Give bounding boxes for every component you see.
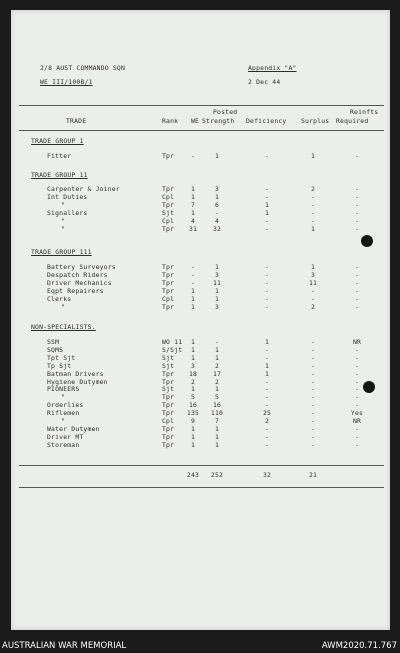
cell-reinf: - [354,192,360,201]
cell-rank: Tpr [162,424,175,433]
cell-reinf: - [354,440,360,449]
trade-name: Driver MT [47,432,84,441]
cell-we: 18 [188,369,198,378]
header-top-rule [19,105,384,106]
cell-we: 16 [188,401,198,410]
column-reinfts-bottom: Required [336,117,369,125]
cell-reinf: - [354,286,360,295]
cell-reinf: - [354,294,360,303]
cell-reinf: - [354,200,360,209]
cell-rank: Sjt [162,361,175,370]
cell-reinf: - [354,345,360,354]
cell-rank: Tpr [162,185,175,193]
cell-def: - [264,424,270,433]
cell-def: - [264,294,270,303]
group-heading: TRADE GROUP 111 [31,248,92,256]
cell-surplus: - [310,393,316,402]
footer-accession: AWM2020.71.767 [321,641,397,651]
total-surplus: 21 [308,471,318,479]
column-rank: Rank [162,117,179,125]
cell-def: - [264,345,270,354]
cell-we: 1 [190,353,196,362]
cell-surplus: - [310,377,316,386]
trade-name: Signallers [47,208,88,217]
cell-posted: - [214,338,220,346]
cell-rank: WO 11 [162,338,183,346]
trade-name: " [61,302,66,311]
cell-surplus: - [310,208,316,217]
cell-rank: Sjt [162,385,175,394]
cell-rank: Cpl [162,216,175,225]
trade-name: Storeman [47,440,80,449]
cell-posted: 1 [214,432,220,441]
total-deficiency: 32 [262,471,272,479]
footer-institution: AUSTRALIAN WAR MEMORIAL [2,641,127,651]
cell-posted: 3 [214,302,220,311]
cell-reinf: - [354,224,360,233]
cell-rank: Tpr [162,377,175,386]
group-heading: TRADE GROUP 11 [31,171,88,179]
cell-reinf: NR [352,417,362,425]
cell-rank: Tpr [162,432,175,441]
cell-rank: Tpr [162,200,175,209]
cell-def: - [264,185,270,193]
column-deficiency: Deficiency [246,117,287,125]
cell-surplus: - [310,385,316,394]
cell-surplus: - [310,216,316,225]
cell-rank: Tpr [162,369,175,378]
cell-reinf: - [354,278,360,287]
cell-surplus: 1 [310,224,316,233]
cell-posted: 6 [214,200,220,209]
trade-name: " [61,224,66,233]
cell-surplus: 2 [310,302,316,311]
cell-def: - [264,302,270,311]
total-posted: 252 [210,471,224,479]
cell-reinf: - [354,216,360,225]
cell-surplus: 2 [310,185,316,193]
cell-surplus: - [310,432,316,441]
cell-def: - [264,270,270,279]
cell-posted: 32 [212,224,222,233]
cell-surplus: - [310,286,316,295]
cell-we: 31 [188,224,198,233]
cell-we: 1 [190,294,196,303]
appendix-label: Appendix "A" [248,64,297,72]
cell-we: 4 [190,216,196,225]
cell-reinf: - [354,369,360,378]
cell-posted: 3 [214,185,220,193]
cell-def: - [264,393,270,402]
cell-def: 2 [264,417,270,425]
cell-posted: 11 [212,278,222,287]
cell-surplus: - [310,361,316,370]
cell-surplus: - [310,192,316,201]
cell-def: 1 [264,369,270,378]
cell-rank: Sjt [162,208,175,217]
cell-we: 1 [190,424,196,433]
cell-def: - [264,152,270,160]
cell-posted: 16 [212,401,222,410]
trade-name: Driver Mechanics [47,278,112,287]
trade-name: Despatch Riders [47,270,108,279]
cell-reinf: Yes [350,409,364,418]
cell-we: 1 [190,345,196,354]
trade-name: " [61,393,66,402]
cell-posted: 1 [214,345,220,354]
cell-we: 5 [190,393,196,402]
column-posted-top: Posted [213,108,238,116]
cell-we: 3 [190,361,196,370]
cell-rank: Cpl [162,417,175,425]
group-heading: TRADE GROUP 1 [31,137,84,145]
column-we: WE [191,117,200,125]
cell-posted: 1 [214,424,220,433]
reference-number: WE III/100B/1 [40,78,93,86]
trade-name: Orderlies [47,401,84,410]
cell-reinf: - [354,361,360,370]
cell-rank: Cpl [162,192,175,201]
trade-name: Tpt Sjt [47,353,76,362]
cell-surplus: - [310,353,316,362]
cell-posted: 1 [214,440,220,449]
cell-rank: Tpr [162,401,175,410]
punch-hole-lower [363,381,375,393]
cell-def: - [264,278,270,287]
column-trade: TRADE [66,117,87,125]
trade-name: SSM [47,338,60,346]
cell-we: 1 [190,185,196,193]
trade-name: Clerks [47,294,72,303]
cell-def: - [264,263,270,271]
cell-we: 2 [190,377,196,386]
cell-posted: 7 [214,417,220,425]
archive-footer [0,638,400,653]
cell-posted: 3 [214,270,220,279]
cell-def: 1 [264,338,270,346]
cell-reinf: - [354,401,360,410]
cell-reinf: - [354,302,360,311]
punch-hole-upper [361,235,373,247]
header-bottom-rule [19,130,384,131]
cell-reinf: - [354,432,360,441]
cell-rank: S/Sjt [162,345,183,354]
cell-we: 135 [186,409,200,418]
cell-we: 1 [190,385,196,394]
column-posted-bottom: Strength [202,117,235,125]
cell-reinf: - [354,263,360,271]
cell-surplus: 1 [310,152,316,160]
cell-rank: Tpr [162,152,175,160]
cell-surplus: - [310,401,316,410]
cell-posted: 1 [214,263,220,271]
cell-posted: 1 [214,353,220,362]
cell-surplus: - [310,369,316,378]
cell-reinf: - [354,353,360,362]
cell-reinf: - [354,424,360,433]
cell-rank: Tpr [162,393,175,402]
trade-name: " [61,200,66,209]
cell-def: - [264,385,270,394]
cell-def: 25 [262,409,272,418]
cell-we: - [190,270,196,279]
cell-def: - [264,224,270,233]
cell-surplus: - [310,294,316,303]
cell-we: - [190,263,196,271]
trade-name: Riflemen [47,409,80,418]
cell-rank: Tpr [162,409,175,418]
cell-reinf: - [354,208,360,217]
cell-posted: 1 [214,385,220,394]
trade-name: Batman Drivers [47,369,104,378]
cell-def: - [264,192,270,201]
cell-we: - [190,152,196,160]
cell-posted: 110 [210,409,224,418]
document-page [11,10,390,630]
trade-name: Fitter [47,152,72,160]
cell-we: 7 [190,200,196,209]
trade-name: Water Dutymen [47,424,100,433]
cell-reinf: - [354,185,360,193]
cell-def: 1 [264,208,270,217]
cell-posted: - [214,208,220,217]
trade-name: " [61,216,66,225]
cell-we: 1 [190,338,196,346]
cell-surplus: - [310,200,316,209]
cell-def: - [264,432,270,441]
totals-bottom-rule [19,487,384,488]
cell-posted: 1 [214,286,220,295]
cell-rank: Tpr [162,302,175,311]
cell-we: 1 [190,286,196,295]
totals-top-rule [19,465,384,466]
cell-posted: 2 [214,377,220,386]
document-date: 2 Dec 44 [248,78,281,86]
cell-we: 9 [190,417,196,425]
trade-name: " [61,417,66,425]
cell-def: - [264,377,270,386]
cell-rank: Tpr [162,286,175,295]
cell-surplus: - [310,345,316,354]
cell-posted: 2 [214,361,220,370]
cell-rank: Tpr [162,224,175,233]
trade-name: PIONEERS [47,385,80,394]
cell-surplus: 11 [308,278,318,287]
trade-name: Battery Surveyors [47,263,116,271]
trade-name: SQMS [47,345,64,354]
cell-rank: Sjt [162,353,175,362]
cell-def: - [264,401,270,410]
cell-def: - [264,286,270,295]
column-reinfts-top: Reinfts [350,108,379,116]
column-surplus: Surplus [301,117,330,125]
cell-surplus: 1 [310,263,316,271]
cell-rank: Tpr [162,263,175,271]
cell-def: - [264,216,270,225]
cell-posted: 17 [212,369,222,378]
cell-reinf: - [354,270,360,279]
cell-posted: 5 [214,393,220,402]
cell-we: 1 [190,192,196,201]
cell-def: 1 [264,361,270,370]
cell-posted: 1 [214,152,220,160]
group-heading: NON-SPECIALISTS. [31,323,96,331]
cell-we: 1 [190,208,196,217]
trade-name: Carpenter & Joiner [47,185,120,193]
cell-surplus: - [310,440,316,449]
cell-rank: Tpr [162,440,175,449]
cell-posted: 1 [214,294,220,303]
cell-reinf: - [354,393,360,402]
cell-reinf: - [354,377,360,386]
cell-rank: Tpr [162,270,175,279]
unit-name: 2/8 AUST COMMANDO SQN [40,64,125,72]
cell-we: 1 [190,432,196,441]
cell-reinf: NR [352,338,362,346]
cell-surplus: 3 [310,270,316,279]
cell-rank: Cpl [162,294,175,303]
cell-surplus: - [310,338,316,346]
trade-name: Int Duties [47,192,88,201]
cell-surplus: - [310,409,316,418]
cell-reinf: - [354,385,360,394]
cell-we: 1 [190,302,196,311]
trade-name: Eqpt Repairers [47,286,104,295]
cell-posted: 4 [214,216,220,225]
trade-name: Hygiene Dutymen [47,377,108,386]
cell-def: 1 [264,200,270,209]
cell-surplus: - [310,417,316,425]
trade-name: Tp Sjt [47,361,72,370]
total-we: 243 [186,471,200,479]
cell-rank: Tpr [162,278,175,287]
cell-we: 1 [190,440,196,449]
cell-we: - [190,278,196,287]
cell-def: - [264,353,270,362]
cell-surplus: - [310,424,316,433]
cell-posted: 1 [214,192,220,201]
cell-def: - [264,440,270,449]
cell-reinf: - [354,152,360,160]
